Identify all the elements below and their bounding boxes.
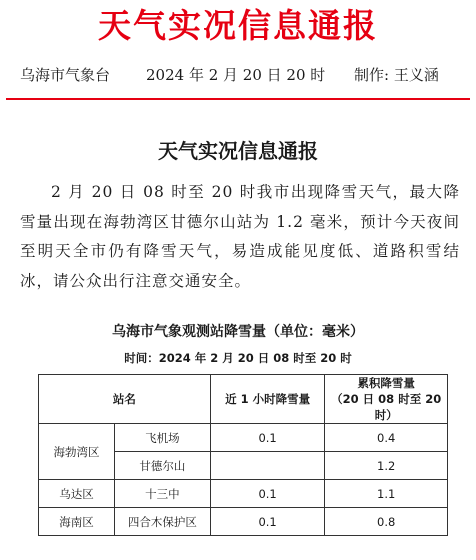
issuer: 乌海市气象台 xyxy=(20,66,111,84)
total-cell: 0.4 xyxy=(325,424,448,452)
table-header-row xyxy=(39,375,448,424)
document-title: 天气实况信息通报 xyxy=(158,139,318,163)
total-cell: 0.8 xyxy=(325,508,448,536)
header-cumulative xyxy=(325,375,448,424)
table-row xyxy=(39,480,448,508)
header-meta xyxy=(0,64,476,86)
author: 制作: 王义涵 xyxy=(354,66,439,84)
header-cumulative-sub: （20 日 08 时至 20 时） xyxy=(331,392,442,422)
table-row xyxy=(39,508,448,536)
station-cell: 十三中 xyxy=(115,480,211,508)
issue-datetime: 2024 年 2 月 20 日 20 时 xyxy=(146,66,326,84)
district-cell: 海南区 xyxy=(39,508,115,536)
station-cell: 甘德尔山 xyxy=(115,452,211,480)
table-row xyxy=(39,424,448,452)
snowfall-table xyxy=(38,374,448,536)
station-cell: 飞机场 xyxy=(115,424,211,452)
table-time: 时间：2024 年 2 月 20 日 08 时至 20 时 xyxy=(124,351,352,365)
total-cell: 1.1 xyxy=(325,480,448,508)
station-cell: 四合木保护区 xyxy=(115,508,211,536)
hourly-cell: 0.1 xyxy=(210,480,325,508)
header-station: 站名 xyxy=(39,375,211,424)
header-cumulative-label: 累积降雪量 xyxy=(357,376,415,390)
hourly-cell xyxy=(210,452,325,480)
masthead-title: 天气实况信息通报 xyxy=(98,6,378,45)
body-paragraph: 2 月 20 日 08 时至 20 时我市出现降雪天气，最大降雪量出现在海勃湾区甘德尔山站为 1.2 毫米，预计今天夜间至明天全市仍有降雪天气，易造成能见度低、道路积雪结冰，请公众出行注意交通安全。 xyxy=(20,183,460,290)
hourly-cell: 0.1 xyxy=(210,508,325,536)
table-title: 乌海市气象观测站降雪量（单位：毫米） xyxy=(112,324,364,340)
district-cell: 海勃湾区 xyxy=(39,424,115,480)
total-cell: 1.2 xyxy=(325,452,448,480)
hourly-cell: 0.1 xyxy=(210,424,325,452)
header-divider xyxy=(6,98,470,100)
header-hourly: 近 1 小时降雪量 xyxy=(210,375,325,424)
district-cell: 乌达区 xyxy=(39,480,115,508)
